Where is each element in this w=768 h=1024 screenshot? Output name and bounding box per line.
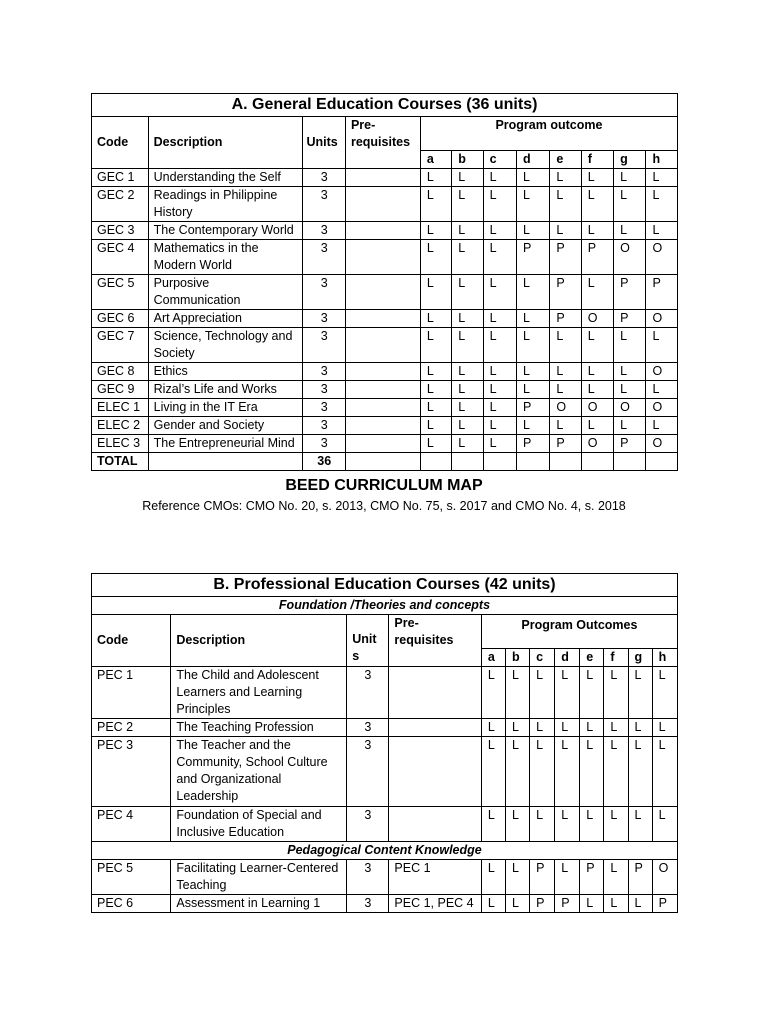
program-outcome-header: Program outcome: [420, 117, 677, 151]
outcome-level: L: [481, 719, 505, 737]
outcome-level: L: [628, 895, 652, 913]
outcome-level: L: [452, 169, 483, 187]
outcome-level: L: [452, 310, 483, 328]
outcome-level: P: [555, 895, 580, 913]
outcome-level: O: [581, 310, 613, 328]
table-row: [92, 807, 678, 842]
outcome-level: L: [646, 169, 678, 187]
outcome-level: P: [614, 435, 646, 453]
course-units: 3: [347, 667, 389, 719]
outcome-level: L: [604, 719, 628, 737]
table-b-pedagogical-body: [92, 860, 678, 913]
outcome-level: L: [483, 328, 516, 363]
outcome-level: L: [580, 807, 604, 842]
outcome-level: L: [604, 860, 628, 895]
outcome-letter-c: c: [530, 649, 555, 667]
table-row: [92, 187, 678, 222]
outcome-level: L: [516, 363, 549, 381]
outcome-level: P: [550, 240, 581, 275]
outcome-level: P: [614, 275, 646, 310]
outcome-level: L: [483, 417, 516, 435]
outcome-level: L: [604, 807, 628, 842]
outcome-level: P: [550, 435, 581, 453]
outcome-level: L: [505, 895, 529, 913]
outcome-level: L: [628, 737, 652, 807]
outcome-level: L: [452, 399, 483, 417]
course-description: Understanding the Self: [148, 169, 303, 187]
outcome-level: L: [646, 222, 678, 240]
total-label: TOTAL: [92, 453, 149, 471]
outcome-letter-h: h: [646, 151, 678, 169]
course-units: 3: [303, 169, 346, 187]
total-blank-cell: [148, 453, 303, 471]
table-row: [92, 860, 678, 895]
course-prerequisites: [345, 275, 420, 310]
outcome-letter-a: a: [481, 649, 505, 667]
table-row: [92, 895, 678, 913]
course-code: GEC 3: [92, 222, 149, 240]
course-code: PEC 5: [92, 860, 171, 895]
outcome-level: O: [581, 435, 613, 453]
outcome-level: L: [652, 719, 677, 737]
section-foundation: Foundation /Theories and concepts: [92, 597, 678, 615]
course-prerequisites: [345, 187, 420, 222]
table-row: [92, 381, 678, 399]
outcome-level: L: [550, 187, 581, 222]
outcome-level: P: [614, 310, 646, 328]
outcome-level: L: [646, 187, 678, 222]
outcome-level: L: [646, 381, 678, 399]
course-units: 3: [347, 719, 389, 737]
outcome-level: L: [481, 667, 505, 719]
course-units: 3: [303, 240, 346, 275]
outcome-level: L: [581, 222, 613, 240]
outcome-level: L: [555, 860, 580, 895]
course-units: 3: [303, 328, 346, 363]
outcome-level: L: [452, 275, 483, 310]
course-units: 3: [303, 363, 346, 381]
outcome-letter-g: g: [614, 151, 646, 169]
course-units: 3: [303, 399, 346, 417]
course-prerequisites: [389, 807, 481, 842]
outcome-level: L: [483, 399, 516, 417]
outcome-letter-c: c: [483, 151, 516, 169]
outcome-level: L: [581, 169, 613, 187]
outcome-level: L: [483, 275, 516, 310]
course-code: PEC 2: [92, 719, 171, 737]
units-header: Unit s: [347, 615, 389, 667]
outcome-level: L: [530, 737, 555, 807]
table-row: [92, 435, 678, 453]
course-code: GEC 9: [92, 381, 149, 399]
table-row: [92, 310, 678, 328]
total-row: [92, 453, 678, 471]
outcome-level: L: [483, 240, 516, 275]
outcome-level: O: [646, 240, 678, 275]
total-blank-cell: [345, 453, 420, 471]
outcome-level: P: [652, 895, 677, 913]
course-code: GEC 7: [92, 328, 149, 363]
outcome-letter-b: b: [505, 649, 529, 667]
table-a-body: [92, 169, 678, 453]
outcome-level: L: [550, 381, 581, 399]
outcome-level: L: [628, 807, 652, 842]
outcome-level: L: [580, 895, 604, 913]
outcome-level: O: [646, 399, 678, 417]
outcome-level: L: [614, 328, 646, 363]
course-description: Rizal’s Life and Works: [148, 381, 303, 399]
outcome-letter-d: d: [555, 649, 580, 667]
units-header: Units: [303, 117, 346, 169]
course-description: Living in the IT Era: [148, 399, 303, 417]
outcome-level: L: [452, 328, 483, 363]
table-row: [92, 363, 678, 381]
outcome-level: L: [530, 807, 555, 842]
outcome-level: L: [550, 363, 581, 381]
course-units: 3: [347, 895, 389, 913]
course-code: GEC 5: [92, 275, 149, 310]
course-units: 3: [303, 435, 346, 453]
outcome-level: L: [581, 417, 613, 435]
outcome-level: L: [646, 417, 678, 435]
outcome-level: L: [580, 667, 604, 719]
outcome-level: L: [481, 860, 505, 895]
outcome-level: L: [505, 667, 529, 719]
outcome-level: L: [452, 363, 483, 381]
table-row: [92, 275, 678, 310]
outcome-level: L: [483, 169, 516, 187]
table-row: [92, 399, 678, 417]
course-description: The Teacher and the Community, School Culture and Organizational Leadership: [171, 737, 347, 807]
outcome-level: L: [420, 381, 451, 399]
program-outcomes-header: Program Outcomes: [481, 615, 677, 649]
course-prerequisites: [345, 222, 420, 240]
outcome-letter-f: f: [604, 649, 628, 667]
course-prerequisites: [345, 363, 420, 381]
outcome-level: O: [581, 399, 613, 417]
outcome-level: L: [550, 417, 581, 435]
outcome-letter-g: g: [628, 649, 652, 667]
course-prerequisites: [389, 667, 481, 719]
outcome-level: L: [614, 381, 646, 399]
outcome-level: L: [555, 737, 580, 807]
outcome-level: L: [652, 737, 677, 807]
course-code: GEC 4: [92, 240, 149, 275]
outcome-level: P: [516, 435, 549, 453]
outcome-level: L: [420, 240, 451, 275]
table-row: [92, 222, 678, 240]
course-prerequisites: [345, 435, 420, 453]
table-row: [92, 240, 678, 275]
outcome-level: L: [483, 187, 516, 222]
outcome-level: L: [452, 435, 483, 453]
outcome-level: L: [614, 222, 646, 240]
outcome-level: L: [505, 737, 529, 807]
outcome-letter-e: e: [580, 649, 604, 667]
outcome-level: P: [516, 240, 549, 275]
outcome-level: L: [452, 417, 483, 435]
outcome-level: L: [420, 310, 451, 328]
outcome-level: L: [555, 807, 580, 842]
outcome-level: L: [483, 363, 516, 381]
course-description: Art Appreciation: [148, 310, 303, 328]
table-a-title: A. General Education Courses (36 units): [92, 94, 678, 117]
course-prerequisites: [345, 240, 420, 275]
outcome-level: L: [580, 737, 604, 807]
outcome-level: L: [530, 667, 555, 719]
outcome-level: L: [614, 169, 646, 187]
course-units: 3: [303, 417, 346, 435]
outcome-level: L: [452, 187, 483, 222]
outcome-level: L: [550, 222, 581, 240]
outcome-level: L: [481, 737, 505, 807]
course-description: The Contemporary World: [148, 222, 303, 240]
table-b-title: B. Professional Education Courses (42 units): [92, 574, 678, 597]
course-units: 3: [347, 860, 389, 895]
table-row: [92, 169, 678, 187]
outcome-level: L: [581, 187, 613, 222]
table-b-foundation-body: [92, 667, 678, 842]
outcome-letter-a: a: [420, 151, 451, 169]
outcome-level: L: [581, 275, 613, 310]
outcome-level: O: [646, 310, 678, 328]
outcome-letter-e: e: [550, 151, 581, 169]
course-description: The Teaching Profession: [171, 719, 347, 737]
outcome-level: L: [652, 807, 677, 842]
outcome-level: O: [614, 240, 646, 275]
course-description: Gender and Society: [148, 417, 303, 435]
outcome-level: L: [516, 222, 549, 240]
course-prerequisites: PEC 1: [389, 860, 481, 895]
course-prerequisites: [345, 328, 420, 363]
course-units: 3: [303, 222, 346, 240]
outcome-level: L: [420, 275, 451, 310]
course-description: Foundation of Special and Inclusive Education: [171, 807, 347, 842]
outcome-level: L: [452, 381, 483, 399]
outcome-level: L: [581, 328, 613, 363]
outcome-level: L: [420, 222, 451, 240]
course-units: 3: [347, 737, 389, 807]
outcome-level: L: [516, 310, 549, 328]
outcome-level: L: [505, 807, 529, 842]
course-units: 3: [303, 275, 346, 310]
outcome-level: O: [646, 363, 678, 381]
outcome-level: L: [555, 719, 580, 737]
outcome-level: L: [646, 328, 678, 363]
outcome-level: P: [530, 860, 555, 895]
table-row: [92, 737, 678, 807]
outcome-level: L: [516, 381, 549, 399]
course-units: 3: [347, 807, 389, 842]
description-header: Description: [148, 117, 303, 169]
description-header: Description: [171, 615, 347, 667]
total-units: 36: [303, 453, 346, 471]
course-code: GEC 8: [92, 363, 149, 381]
outcome-level: L: [420, 169, 451, 187]
course-code: PEC 1: [92, 667, 171, 719]
outcome-level: L: [516, 169, 549, 187]
outcome-level: L: [516, 275, 549, 310]
outcome-level: L: [550, 169, 581, 187]
outcome-level: L: [604, 895, 628, 913]
outcome-level: L: [420, 363, 451, 381]
outcome-level: P: [628, 860, 652, 895]
outcome-level: L: [604, 737, 628, 807]
outcome-level: L: [516, 187, 549, 222]
course-code: PEC 3: [92, 737, 171, 807]
course-prerequisites: [345, 399, 420, 417]
outcome-level: L: [452, 222, 483, 240]
outcome-level: P: [530, 895, 555, 913]
outcome-letter-f: f: [581, 151, 613, 169]
course-description: Assessment in Learning 1: [171, 895, 347, 913]
outcome-level: L: [628, 667, 652, 719]
outcome-level: P: [550, 310, 581, 328]
general-education-table: [91, 93, 678, 471]
section-pedagogical: Pedagogical Content Knowledge: [92, 842, 678, 860]
course-code: GEC 2: [92, 187, 149, 222]
outcome-level: L: [581, 381, 613, 399]
code-header: Code: [92, 615, 171, 667]
outcome-level: L: [614, 187, 646, 222]
outcome-level: L: [483, 310, 516, 328]
course-code: GEC 1: [92, 169, 149, 187]
outcome-level: L: [581, 363, 613, 381]
outcome-level: L: [483, 222, 516, 240]
course-description: Mathematics in the Modern World: [148, 240, 303, 275]
outcome-level: L: [420, 187, 451, 222]
course-code: ELEC 1: [92, 399, 149, 417]
outcome-level: L: [505, 719, 529, 737]
outcome-level: L: [530, 719, 555, 737]
curriculum-map-heading: BEED CURRICULUM MAP: [285, 477, 483, 494]
course-description: Purposive Communication: [148, 275, 303, 310]
prerequisites-header: Pre- requisites: [345, 117, 420, 169]
outcome-level: O: [646, 435, 678, 453]
course-description: Facilitating Learner-Centered Teaching: [171, 860, 347, 895]
course-code: PEC 4: [92, 807, 171, 842]
outcome-letter-h: h: [652, 649, 677, 667]
outcome-level: L: [652, 667, 677, 719]
course-prerequisites: PEC 1, PEC 4: [389, 895, 481, 913]
course-units: 3: [303, 187, 346, 222]
course-code: PEC 6: [92, 895, 171, 913]
outcome-level: O: [614, 399, 646, 417]
outcome-level: O: [550, 399, 581, 417]
outcome-letter-d: d: [516, 151, 549, 169]
outcome-level: L: [420, 417, 451, 435]
outcome-level: L: [483, 381, 516, 399]
outcome-level: L: [420, 435, 451, 453]
code-header: Code: [92, 117, 149, 169]
course-units: 3: [303, 381, 346, 399]
course-code: GEC 6: [92, 310, 149, 328]
course-prerequisites: [345, 381, 420, 399]
course-prerequisites: [345, 169, 420, 187]
outcome-level: L: [481, 807, 505, 842]
outcome-level: L: [604, 667, 628, 719]
outcome-level: P: [580, 860, 604, 895]
course-code: ELEC 3: [92, 435, 149, 453]
course-description: Science, Technology and Society: [148, 328, 303, 363]
outcome-letter-b: b: [452, 151, 483, 169]
course-code: ELEC 2: [92, 417, 149, 435]
outcome-level: L: [614, 363, 646, 381]
outcome-level: P: [581, 240, 613, 275]
outcome-level: L: [483, 435, 516, 453]
course-units: 3: [303, 310, 346, 328]
outcome-level: L: [555, 667, 580, 719]
course-prerequisites: [345, 310, 420, 328]
course-description: Ethics: [148, 363, 303, 381]
outcome-level: P: [516, 399, 549, 417]
prerequisites-header: Pre- requisites: [389, 615, 481, 667]
outcome-level: L: [628, 719, 652, 737]
course-prerequisites: [389, 719, 481, 737]
reference-cmos: Reference CMOs: CMO No. 20, s. 2013, CMO No. 75, s. 2017 and CMO No. 4, s. 2018: [142, 499, 626, 513]
course-prerequisites: [345, 417, 420, 435]
table-row: [92, 667, 678, 719]
outcome-level: L: [516, 417, 549, 435]
table-row: [92, 328, 678, 363]
professional-education-table: [91, 573, 678, 913]
outcome-level: P: [550, 275, 581, 310]
outcome-level: L: [614, 417, 646, 435]
outcome-level: L: [420, 399, 451, 417]
outcome-level: O: [652, 860, 677, 895]
outcome-level: P: [646, 275, 678, 310]
course-description: The Child and Adolescent Learners and Learning Principles: [171, 667, 347, 719]
outcome-level: L: [505, 860, 529, 895]
outcome-level: L: [420, 328, 451, 363]
course-description: Readings in Philippine History: [148, 187, 303, 222]
course-prerequisites: [389, 737, 481, 807]
outcome-level: L: [516, 328, 549, 363]
outcome-level: L: [580, 719, 604, 737]
table-row: [92, 417, 678, 435]
course-description: The Entrepreneurial Mind: [148, 435, 303, 453]
outcome-level: L: [481, 895, 505, 913]
outcome-level: L: [550, 328, 581, 363]
outcome-level: L: [452, 240, 483, 275]
table-row: [92, 719, 678, 737]
